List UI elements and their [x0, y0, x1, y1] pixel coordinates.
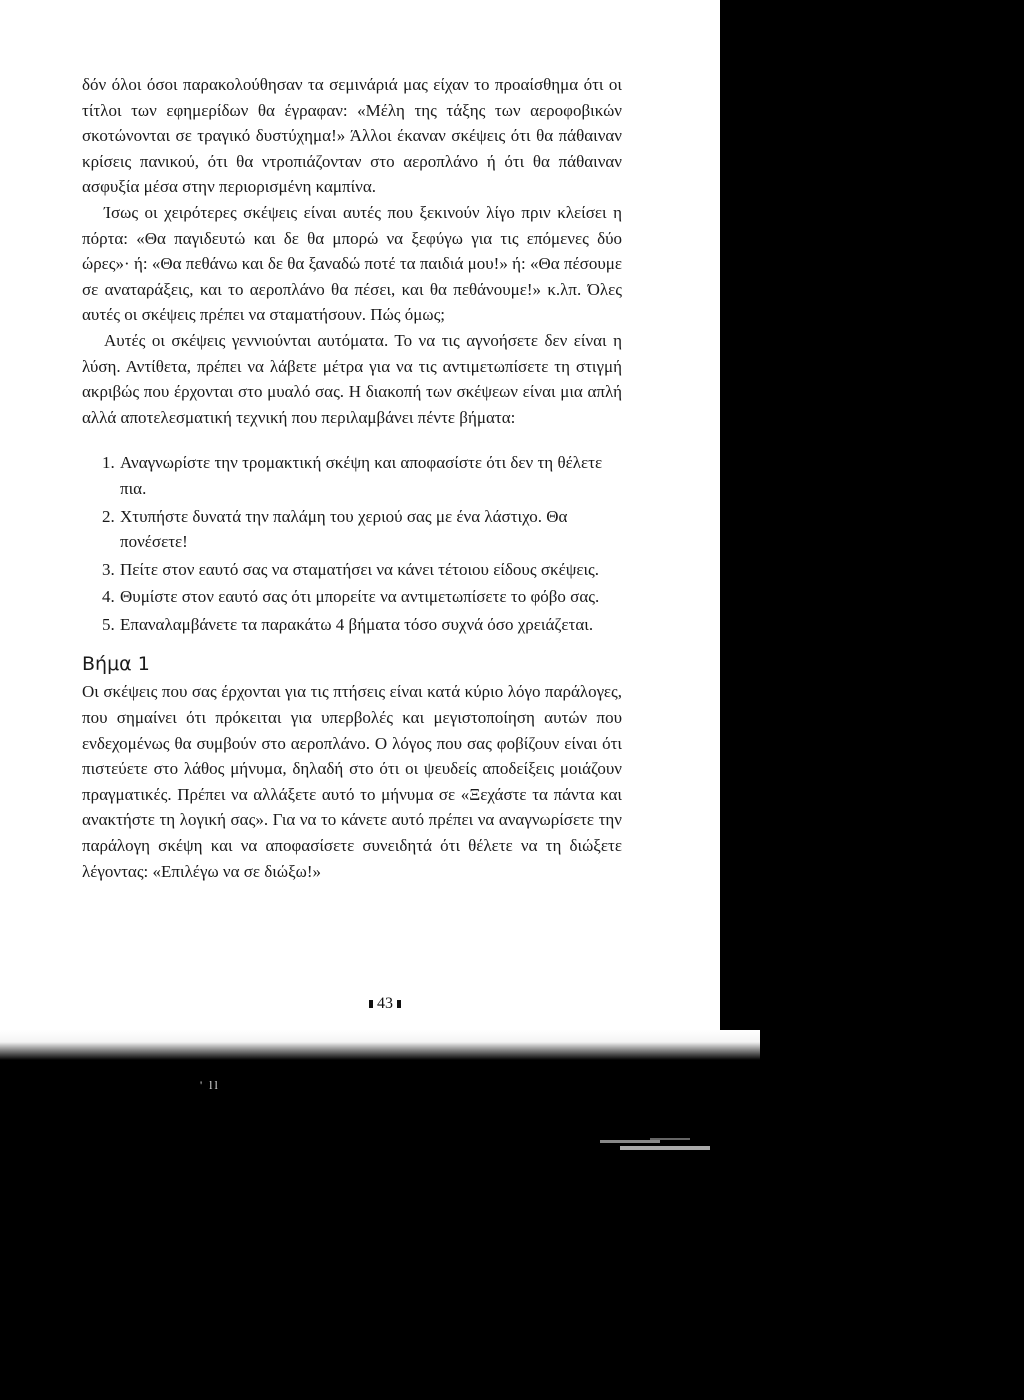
list-item — [82, 612, 622, 638]
section-paragraph: Οι σκέψεις που σας έρχονται για τις πτήσεις είναι κατά κύριο λόγο παράλογες, που σημαίνει ότι πρόκειται για υπερβολές και μεγιστοποίηση αυτών που ενδεχομένως θα συμβούν στο αεροπλάνο. Ο λόγος που σας φοβίζουν είναι ότι πιστεύετε στο λάθος μήνυμα, δηλαδή στο ότι οι ψευδείς αποδείξεις μοιάζουν πραγματικές. Πρέπει να αλλάξετε αυτό το μήνυμα σε «Ξεχάστε τα πάντα και ανακτήστε τη λογική σας». Για να το κάνετε αυτό πρέπει να αναγνωρίσετε την παράλογη σκέψη και να αποφασίσετε συνειδητά ότι θέλετε να τη διώξετε λέγοντας: «Επιλέγω να σε διώξω!» — [82, 682, 622, 881]
scan-border-right — [720, 0, 1024, 1080]
section-heading: Βήμα 1 — [82, 653, 150, 676]
step-number: 3. — [102, 559, 115, 579]
step-text: Αναγνωρίστε την τρομακτική σκέψη και αποφασίστε ότι δεν τη θέλετε πια. — [120, 453, 603, 498]
step-number: 2. — [102, 506, 115, 526]
steps-list — [82, 450, 622, 637]
page-content — [82, 72, 622, 884]
step-text: Χτυπήστε δυνατά την παλάμη του χεριού σας με ένα λάστιχο. Θα πονέσετε! — [120, 506, 568, 552]
page-number — [0, 995, 770, 1013]
step-number: 5. — [102, 614, 115, 634]
paragraph-1: δόν όλοι όσοι παρακολούθησαν τα σεμινάριά μας είχαν το προαίσθημα ότι οι τίτλοι των εφημερίδων θα έγραφαν: «Μέλη της τάξης των αεροφοβικών σκοτώνονται σε τραγικό δυστύχημα!» Άλλοι έκαναν σκέψεις ότι θα πάθαιναν κρίσεις πανικού, ότι θα ντροπιάζονταν στο αεροπλάνο ή ότι θα πάθαιναν ασφυξία μέσα στην περιορισμένη καμπίνα. — [82, 75, 622, 197]
step-text: Πείτε στον εαυτό σας να σταματήσει να κάνει τέτοιου είδους σκέψεις. — [120, 559, 600, 579]
scan-page-edge — [690, 0, 750, 1080]
step-text: Θυμίστε στον εαυτό σας ότι μπορείτε να αντιμετωπίσετε το φόβο σας. — [120, 587, 600, 607]
scan-border-bottom — [0, 1040, 1024, 1400]
step-number: 4. — [102, 587, 115, 607]
page-number-text: 43 — [377, 995, 393, 1012]
list-item — [82, 450, 622, 501]
scan-mark: ' ll — [200, 1078, 220, 1092]
scan-page-bottom-edge — [0, 1030, 760, 1060]
step-text: Επαναλαμβάνετε τα παρακάτω 4 βήματα τόσο συχνά όσο χρειάζεται. — [120, 614, 594, 634]
right-ornament — [397, 1000, 401, 1008]
list-item — [82, 557, 622, 583]
step-number: 1. — [102, 453, 115, 473]
scan-noise — [600, 1132, 720, 1160]
paragraph-3: Αυτές οι σκέψεις γεννιούνται αυτόματα. Το να τις αγνοήσετε δεν είναι η λύση. Αντίθετα, πρέπει να λάβετε μέτρα για να τις αντιμετωπίσετε τη στιγμή ακριβώς που έρχονται στο μυαλό σας. Η διακοπή των σκέψεων είναι μια απλή αλλά αποτελεσματική τεχνική που περιλαμβάνει πέντε βήματα: — [82, 330, 622, 427]
left-ornament — [369, 1000, 373, 1008]
list-item — [82, 584, 622, 610]
list-item — [82, 504, 622, 555]
paragraph-2: Ίσως οι χειρότερες σκέψεις είναι αυτές που ξεκινούν λίγο πριν κλείσει η πόρτα: «Θα παγιδευτώ και δε θα μπορώ να ξεφύγω για τις επόμενες δύο ώρες»· ή: «Θα πεθάνω και δε θα ξαναδώ ποτέ τα παιδιά μου!» ή: «Θα πέσουμε σε αναταράξεις, και το αεροπλάνο θα πέσει, και θα πεθάνουμε!» κ.λπ. Όλες αυτές οι σκέψεις πρέπει να σταματήσουν. Πώς όμως; — [82, 202, 622, 325]
